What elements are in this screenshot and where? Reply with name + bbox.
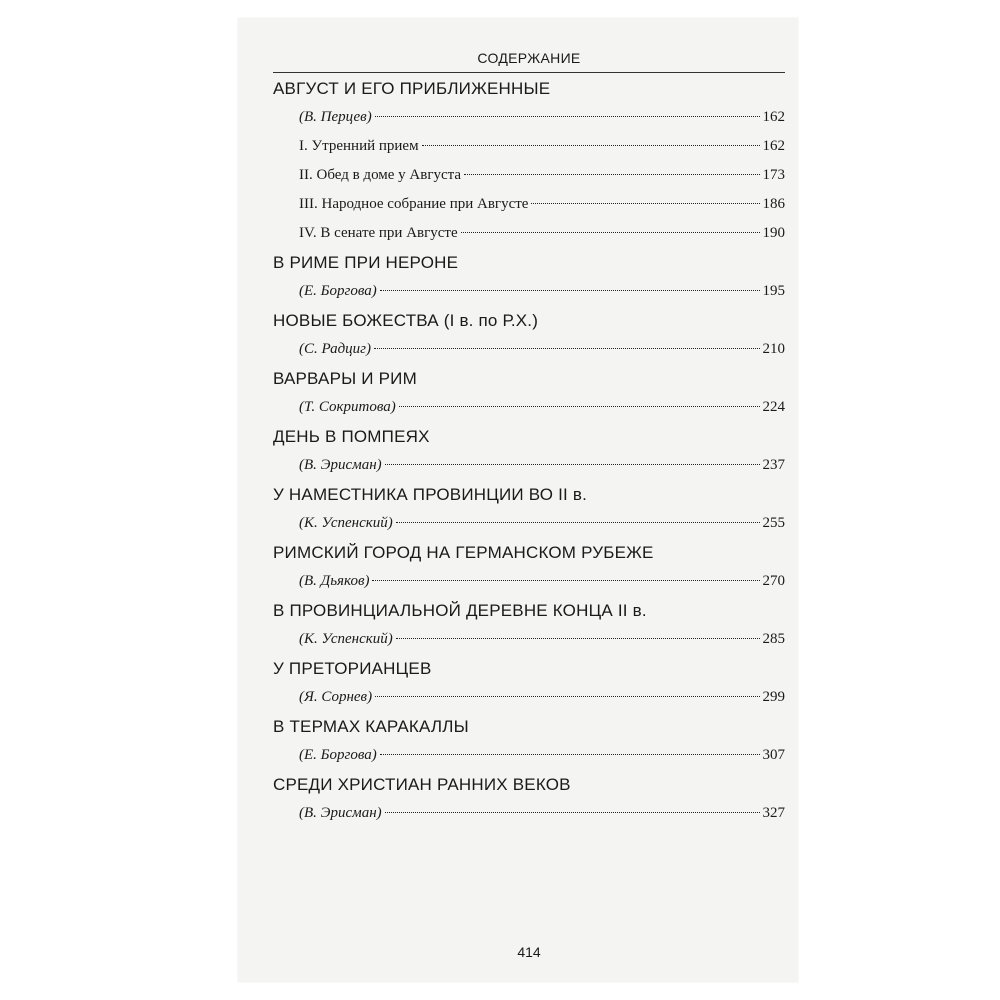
dot-leader xyxy=(380,754,760,755)
toc-entry xyxy=(273,426,785,475)
toc-entry-title: В ПРОВИНЦИАЛЬНОЙ ДЕРЕВНЕ КОНЦА II в. xyxy=(273,601,647,620)
toc-subsection-label: II. Обед в доме у Августа xyxy=(299,167,462,183)
running-head: СОДЕРЖАНИЕ xyxy=(273,50,785,73)
toc-page-number: 327 xyxy=(762,805,785,821)
toc-entry xyxy=(273,368,785,417)
toc-author: (К. Успенский) xyxy=(299,631,393,647)
dot-leader xyxy=(422,145,760,146)
toc-entry xyxy=(273,658,785,707)
toc-author: (В. Эрисман) xyxy=(299,805,382,821)
dot-leader xyxy=(396,638,760,639)
toc-subsection-row xyxy=(273,136,785,156)
toc-page-number: 186 xyxy=(762,196,785,212)
toc-entry xyxy=(273,774,785,823)
toc-subsection-row xyxy=(273,223,785,243)
toc-page-number: 255 xyxy=(762,515,785,531)
toc-entry xyxy=(273,78,785,243)
dot-leader xyxy=(385,464,760,465)
toc-entry-title: НОВЫЕ БОЖЕСТВА (I в. по Р.Х.) xyxy=(273,311,539,330)
toc-entry xyxy=(273,542,785,591)
toc-entry-title: СРЕДИ ХРИСТИАН РАННИХ ВЕКОВ xyxy=(273,775,571,794)
toc-entry-title: АВГУСТ И ЕГО ПРИБЛИЖЕННЫЕ xyxy=(273,79,551,98)
dot-leader xyxy=(375,116,760,117)
toc-entry-title: ВАРВАРЫ И РИМ xyxy=(273,369,417,388)
toc-subsection-label: III. Народное собрание при Августе xyxy=(299,196,529,212)
toc-author: (К. Успенский) xyxy=(299,515,393,531)
toc-author: (В. Перцев) xyxy=(299,109,372,125)
dot-leader xyxy=(375,696,759,697)
toc-entry-title: У ПРЕТОРИАНЦЕВ xyxy=(273,659,432,678)
toc-author-row xyxy=(273,397,785,417)
toc-entry xyxy=(273,600,785,649)
dot-leader xyxy=(464,174,759,175)
toc-author: (С. Радциг) xyxy=(299,341,372,357)
toc-entry xyxy=(273,252,785,301)
toc-author-row xyxy=(273,745,785,765)
toc-entry xyxy=(273,310,785,359)
toc-entry-title: РИМСКИЙ ГОРОД НА ГЕРМАНСКОМ РУБЕЖЕ xyxy=(273,543,654,562)
dot-leader xyxy=(461,232,760,233)
toc-page-number: 270 xyxy=(762,573,785,589)
toc-entry-title: У НАМЕСТНИКА ПРОВИНЦИИ ВО II в. xyxy=(273,485,588,504)
toc-subsection-row xyxy=(273,165,785,185)
toc-page-number: 173 xyxy=(762,167,785,183)
toc-author: (Е. Боргова) xyxy=(299,283,377,299)
toc-author: (В. Эрисман) xyxy=(299,457,382,473)
toc-entry-title: В РИМЕ ПРИ НЕРОНЕ xyxy=(273,253,459,272)
toc-author-row xyxy=(273,455,785,475)
dot-leader xyxy=(372,580,759,581)
toc-subsection-label: I. Утренний прием xyxy=(299,138,419,154)
page-number: 414 xyxy=(517,944,541,960)
toc-author-row xyxy=(273,281,785,301)
dot-leader xyxy=(380,290,760,291)
toc-author-row xyxy=(273,571,785,591)
toc-page-number: 285 xyxy=(762,631,785,647)
toc-author-row xyxy=(273,339,785,359)
toc-page-number: 195 xyxy=(762,283,785,299)
toc-author-row xyxy=(273,513,785,533)
toc-author-row xyxy=(273,803,785,823)
toc-page-number: 224 xyxy=(762,399,785,415)
table-of-contents xyxy=(273,78,785,832)
toc-page-number: 237 xyxy=(762,457,785,473)
toc-author-row xyxy=(273,107,785,127)
dot-leader xyxy=(531,203,759,204)
toc-page-number: 210 xyxy=(762,341,785,357)
toc-author: (Я. Сорнев) xyxy=(299,689,373,705)
toc-entry-title: ДЕНЬ В ПОМПЕЯХ xyxy=(273,427,430,446)
toc-author-row xyxy=(273,687,785,707)
dot-leader xyxy=(399,406,760,407)
toc-page-number: 162 xyxy=(762,109,785,125)
dot-leader xyxy=(396,522,760,523)
toc-page-number: 307 xyxy=(762,747,785,763)
dot-leader xyxy=(374,348,759,349)
toc-author-row xyxy=(273,629,785,649)
toc-author: (Т. Сокритова) xyxy=(299,399,396,415)
toc-author: (В. Дьяков) xyxy=(299,573,370,589)
dot-leader xyxy=(385,812,760,813)
toc-entry xyxy=(273,716,785,765)
toc-page-number: 299 xyxy=(762,689,785,705)
toc-subsection-label: IV. В сенате при Августе xyxy=(299,225,458,241)
toc-subsection-row xyxy=(273,194,785,214)
toc-page-number: 190 xyxy=(762,225,785,241)
toc-entry-title: В ТЕРМАХ КАРАКАЛЛЫ xyxy=(273,717,469,736)
toc-page-number: 162 xyxy=(762,138,785,154)
toc-author: (Е. Боргова) xyxy=(299,747,377,763)
toc-entry xyxy=(273,484,785,533)
